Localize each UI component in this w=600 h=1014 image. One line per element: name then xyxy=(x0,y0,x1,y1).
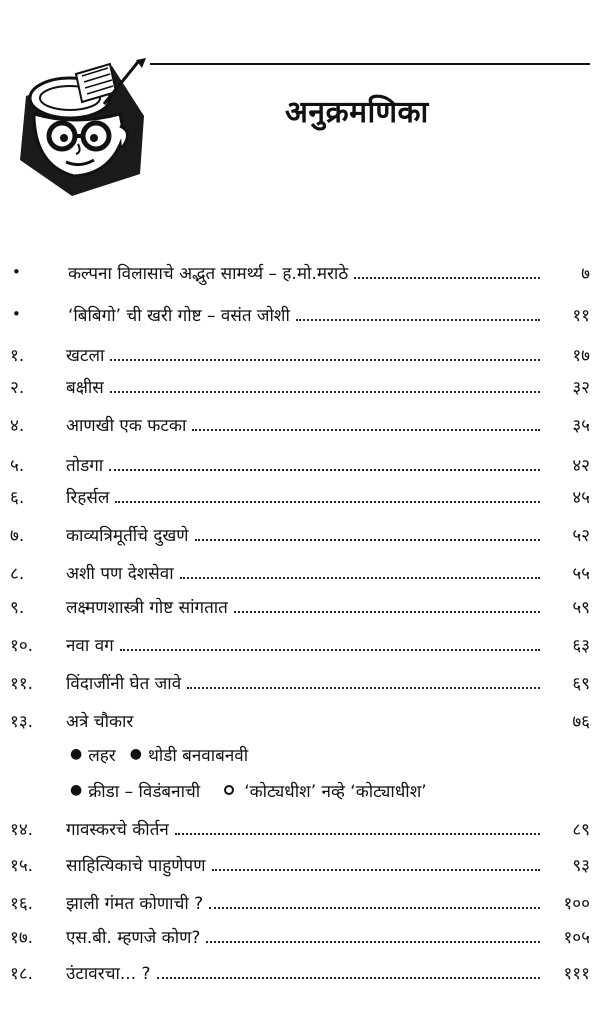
entry-number: ११. xyxy=(10,673,34,694)
entry-title: तोडगा xyxy=(66,455,104,476)
toc-entry xyxy=(10,340,590,368)
entry-title: बक्षीस xyxy=(66,377,104,398)
toc-entry xyxy=(10,300,590,328)
sub-item: क्रीडा – विडंबनाची xyxy=(88,781,201,802)
toc-entry xyxy=(10,410,590,438)
entry-number: • xyxy=(12,263,21,281)
entry-page: ५२ xyxy=(572,525,590,546)
entry-number: ५. xyxy=(10,455,25,476)
dot-leader xyxy=(296,319,540,321)
toc-entry xyxy=(10,958,590,986)
sub-item: ‘कोट्यधीश’ नव्हे ‘कोट्याधीश’ xyxy=(244,781,427,802)
entry-page: ११ xyxy=(572,305,590,326)
sub-item: थोडी बनवाबनवी xyxy=(147,745,249,766)
toc-entry xyxy=(10,258,590,286)
toc-entry xyxy=(10,668,590,696)
sub-items-line xyxy=(70,740,248,768)
entry-title: नवा वग xyxy=(66,635,114,656)
entry-number: १६. xyxy=(10,893,34,914)
entry-title: लक्ष्मणशास्त्री गोष्ट सांगतात xyxy=(66,597,228,618)
toc-entry xyxy=(10,520,590,548)
entry-page: ४२ xyxy=(572,455,590,476)
toc-entry xyxy=(10,372,590,400)
entry-page: ५९ xyxy=(572,597,590,618)
entry-number: १८. xyxy=(10,963,34,984)
entry-page: १०० xyxy=(563,893,590,914)
entry-title: आणखी एक फटका xyxy=(66,415,187,436)
entry-title: एस.बी. म्हणजे कोण? xyxy=(66,927,201,948)
bullet-dot: ● xyxy=(70,746,83,762)
dot-leader xyxy=(195,539,540,541)
dot-leader xyxy=(115,501,540,503)
dot-leader xyxy=(157,977,540,979)
entry-number: १०. xyxy=(10,635,34,656)
entry-page: ७ xyxy=(581,263,590,284)
entry-page: ६३ xyxy=(572,635,590,656)
entry-number: ८. xyxy=(10,563,25,584)
dot-leader xyxy=(109,469,540,471)
entry-title: गावस्करचे कीर्तन xyxy=(66,819,169,840)
dot-leader xyxy=(110,391,540,393)
entry-number: २. xyxy=(10,377,25,398)
bullet-dot: ● xyxy=(129,746,142,762)
entry-number: १७. xyxy=(10,927,34,948)
dot-leader xyxy=(192,429,540,431)
dot-leader xyxy=(187,687,540,689)
entry-number: ६. xyxy=(10,487,25,508)
entry-title: ‘बिबिगो’ ची खरी गोष्ट – वसंत जोशी xyxy=(68,305,290,326)
entry-number: ७. xyxy=(10,525,25,546)
entry-number: • xyxy=(12,305,21,323)
entry-number: १३. xyxy=(10,711,34,732)
bullet-ring xyxy=(224,785,234,795)
toc-entry xyxy=(10,592,590,620)
entry-number: १४. xyxy=(10,819,34,840)
entry-title: रिहर्सल xyxy=(66,487,110,508)
dot-leader xyxy=(175,833,540,835)
entry-page: ६९ xyxy=(572,673,590,694)
cartoon-reader-logo xyxy=(12,56,162,206)
entry-title: अशी पण देशसेवा xyxy=(66,563,174,584)
page-title: अनुक्रमणिका xyxy=(285,95,429,130)
toc-entry xyxy=(10,630,590,658)
dot-leader xyxy=(120,649,540,651)
toc-entry xyxy=(10,706,590,734)
sub-items-line xyxy=(70,776,427,804)
entry-title: खटला xyxy=(66,345,105,366)
entry-title: साहित्यिकाचे पाहुणेपण xyxy=(66,855,206,876)
toc-entry xyxy=(10,482,590,510)
entry-page: ४५ xyxy=(572,487,590,508)
dot-leader xyxy=(110,359,540,361)
entry-page: ३२ xyxy=(572,377,590,398)
dot-leader xyxy=(354,277,540,279)
toc-entry xyxy=(10,922,590,950)
dot-leader xyxy=(180,577,540,579)
dot-leader xyxy=(234,611,540,613)
entry-title: कल्पना विलासाचे अद्भुत सामर्थ्य – ह.मो.मराठे xyxy=(68,263,349,284)
entry-title: उंटावरचा... ? xyxy=(66,963,151,984)
entry-title: अत्रे चौकार xyxy=(66,711,134,732)
entry-number: १५. xyxy=(10,855,34,876)
entry-title: झाली गंमत कोणाची ? xyxy=(66,893,204,914)
bullet-dot: ● xyxy=(70,782,83,798)
entry-page: ९३ xyxy=(572,855,590,876)
dot-leader xyxy=(212,869,541,871)
dot-leader xyxy=(209,907,540,909)
entry-number: ४. xyxy=(10,415,25,436)
entry-page: ७६ xyxy=(572,711,590,732)
dot-leader xyxy=(206,941,540,943)
entry-page: ८९ xyxy=(572,819,590,840)
entry-page: ३५ xyxy=(572,415,590,436)
entry-number: १. xyxy=(10,345,25,366)
toc-entry xyxy=(10,850,590,878)
entry-title: काव्यत्रिमूर्तीचे दुखणे xyxy=(66,525,189,546)
entry-number: ९. xyxy=(10,597,25,618)
toc-entry xyxy=(10,814,590,842)
entry-page: १०५ xyxy=(563,927,590,948)
toc-entry xyxy=(10,558,590,586)
entry-title: विंदाजींनी घेत जावे xyxy=(66,673,182,694)
entry-page: ५५ xyxy=(572,563,590,584)
toc-entry xyxy=(10,450,590,478)
top-rule xyxy=(150,63,590,65)
toc-entry xyxy=(10,888,590,916)
sub-item: लहर xyxy=(88,745,116,766)
entry-page: १११ xyxy=(563,963,590,984)
entry-page: १७ xyxy=(572,345,590,366)
